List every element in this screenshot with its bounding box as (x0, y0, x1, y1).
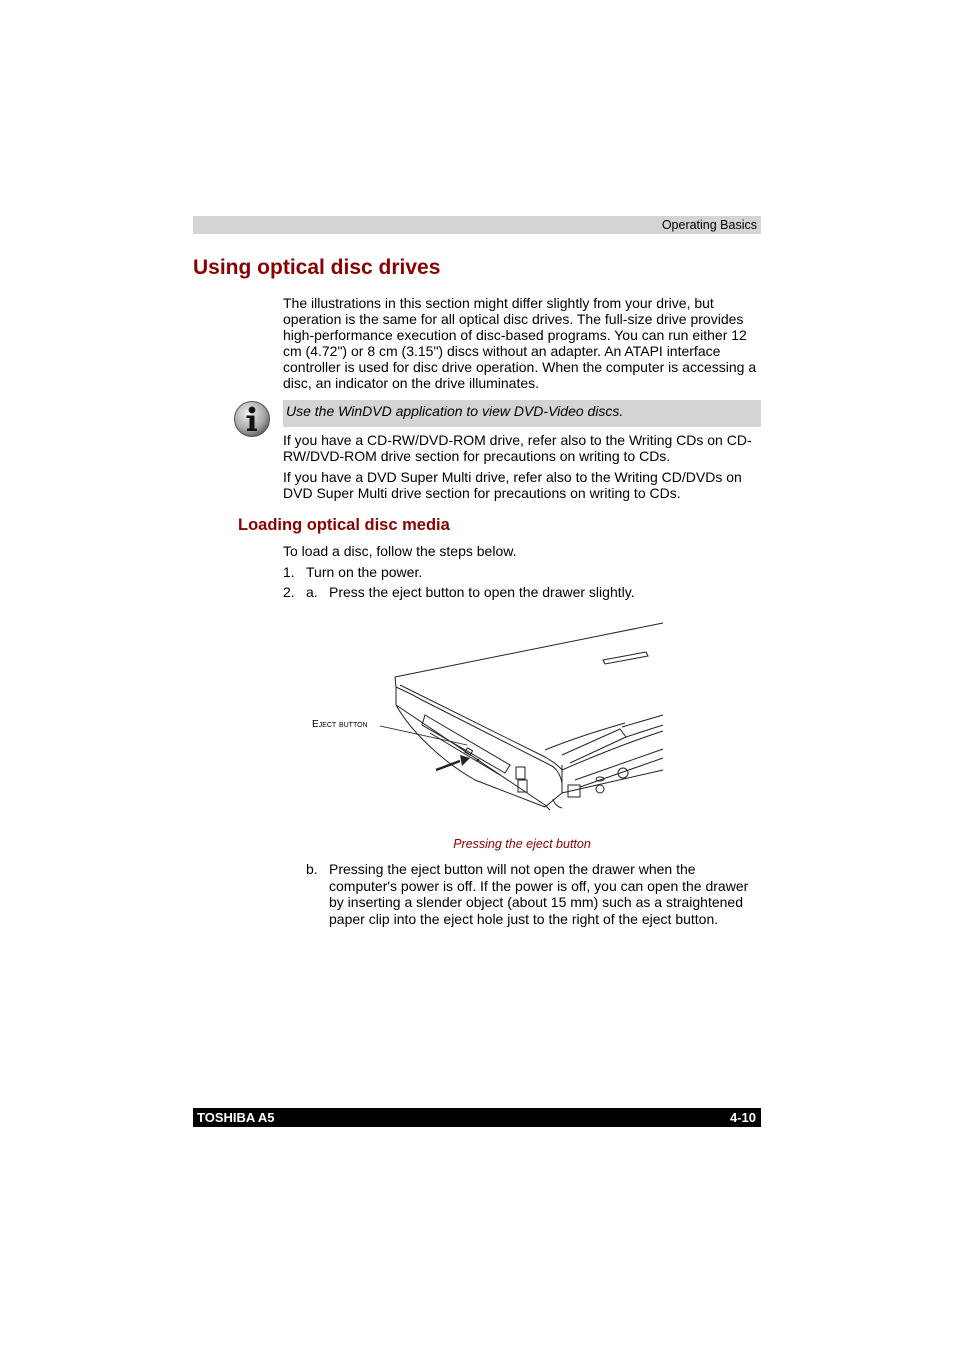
note-box (283, 400, 761, 427)
dvd-super-multi-paragraph: If you have a DVD Super Multi drive, refer also to the Writing CD/DVDs on DVD Super Multi drive section for precautions on writing to CDs. (283, 469, 742, 501)
footer-page-number: 4-10 (729, 1110, 756, 1125)
section-heading: Loading optical disc media (238, 516, 450, 534)
step-2a-text: Press the eject button to open the drawer slightly. (329, 584, 635, 600)
step-2b-text: Pressing the eject button will not open the drawer when the computer's power is off. If the power is off, you can open the drawer by inserting a slender object (about 15 mm) such as a straightened paper clip into the eject hole just to the right of the eject button. (329, 861, 749, 927)
steps-intro: To load a disc, follow the steps below. (283, 543, 517, 559)
cdrw-paragraph: If you have a CD-RW/DVD-ROM drive, refer also to the Writing CDs on CD-RW/DVD-ROM drive section for precautions on writing to CDs. (283, 432, 752, 464)
info-icon (233, 400, 271, 438)
header-section-title: Operating Basics (661, 218, 757, 232)
intro-paragraph: The illustrations in this section might differ slightly from your drive, but operation is the same for all optical disc drives. The full-size drive provides high-performance execution of disc-based programs. You can run either 12 cm (4.72") or 8 cm (3.15") discs without an adapter. An ATAPI interface controller is used for disc drive operation. When the computer is accessing a disc, an indicator on the drive illuminates. (283, 295, 757, 391)
footer-product: TOSHIBA A5 (197, 1110, 275, 1125)
laptop-eject-illustration (300, 615, 670, 820)
page-title: Using optical disc drives (193, 256, 441, 279)
eject-button-label: Eject button (312, 719, 368, 730)
step-2a-marker: a. (306, 584, 318, 600)
footer-bar (193, 1108, 761, 1127)
step-2b-marker: b. (306, 861, 318, 877)
step-2-number: 2. (283, 584, 295, 600)
step-1-number: 1. (283, 564, 295, 580)
note-text: Use the WinDVD application to view DVD-Video discs. (286, 403, 624, 419)
header-bar (193, 216, 761, 234)
step-1-text: Turn on the power. (306, 564, 423, 580)
figure-caption: Pressing the eject button (453, 837, 591, 851)
